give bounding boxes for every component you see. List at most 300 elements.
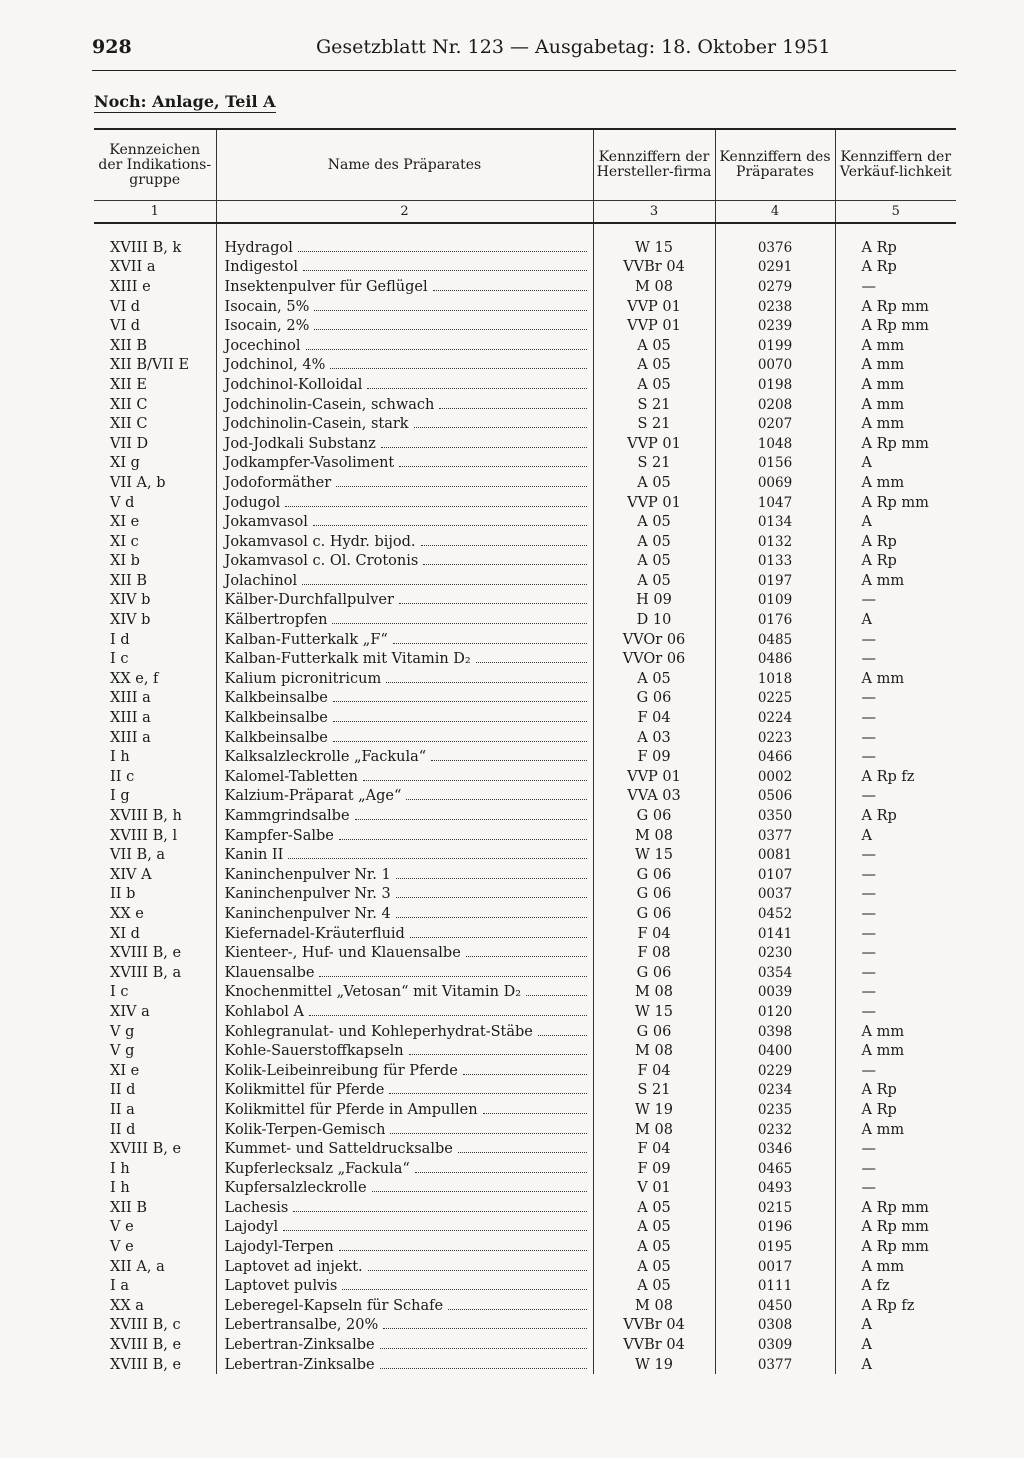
table-row bbox=[94, 983, 956, 1003]
preparation-name-cell bbox=[216, 845, 593, 865]
indication-group-cell: XVIII B, e bbox=[110, 1337, 182, 1354]
indication-group-cell: V d bbox=[110, 494, 135, 511]
table-row bbox=[94, 1041, 956, 1061]
indication-group-cell: I h bbox=[110, 749, 130, 766]
column-number: 2 bbox=[216, 201, 593, 224]
preparation-name-cell bbox=[216, 552, 593, 572]
indication-group-cell: XIV A bbox=[110, 866, 152, 883]
sale-category-cell: A mm bbox=[835, 414, 956, 434]
sale-category-cell: A bbox=[835, 1335, 956, 1355]
table-row bbox=[94, 1198, 956, 1218]
indication-group-cell: XVIII B, e bbox=[110, 1356, 182, 1373]
manufacturer-code-cell: F 04 bbox=[593, 924, 715, 944]
preparation-name-cell bbox=[216, 865, 593, 885]
preparation-name-cell bbox=[216, 434, 593, 454]
preparation-name: Jokamvasol c. Hydr. bijod. bbox=[224, 533, 416, 550]
indication-group-cell: VII A, b bbox=[110, 474, 166, 491]
table-row bbox=[94, 1081, 956, 1101]
preparation-name-cell bbox=[216, 1081, 593, 1101]
manufacturer-code-cell: A 05 bbox=[593, 356, 715, 376]
preparation-name-cell bbox=[216, 649, 593, 669]
indication-group-cell: XII C bbox=[110, 396, 148, 413]
preparation-name: Jodchinol-Kolloidal bbox=[224, 376, 363, 393]
manufacturer-code-cell: A 05 bbox=[593, 1237, 715, 1257]
preparation-name-cell bbox=[216, 238, 593, 258]
preparation-code-cell: 0230 bbox=[715, 943, 835, 963]
preparation-code-cell: 0308 bbox=[715, 1316, 835, 1336]
manufacturer-code-cell: VVOr 06 bbox=[593, 649, 715, 669]
preparation-name-cell bbox=[216, 1002, 593, 1022]
table-row bbox=[94, 904, 956, 924]
preparation-code-cell: 0199 bbox=[715, 336, 835, 356]
sale-category-cell: A mm bbox=[835, 571, 956, 591]
sale-category-cell: — bbox=[835, 277, 956, 297]
preparation-name: Laptovet pulvis bbox=[224, 1278, 338, 1295]
preparation-name-cell bbox=[216, 1139, 593, 1159]
preparation-name: Lebertran-Zinksalbe bbox=[224, 1356, 375, 1373]
preparation-name-cell bbox=[216, 512, 593, 532]
sale-category-cell: A Rp mm bbox=[835, 1218, 956, 1238]
preparation-name: Indigestol bbox=[224, 259, 298, 276]
preparation-name: Kälbertropfen bbox=[224, 612, 328, 629]
dot-leader bbox=[483, 1112, 587, 1114]
table-row bbox=[94, 1100, 956, 1120]
sale-category-cell: — bbox=[835, 865, 956, 885]
manufacturer-code-cell: VVP 01 bbox=[593, 767, 715, 787]
preparation-code-cell: 0132 bbox=[715, 532, 835, 552]
preparation-name: Lebertran-Zinksalbe bbox=[224, 1337, 375, 1354]
sale-category-cell: A Rp bbox=[835, 1081, 956, 1101]
dot-leader bbox=[476, 661, 587, 663]
manufacturer-code-cell: VVP 01 bbox=[593, 297, 715, 317]
manufacturer-code-cell: VVP 01 bbox=[593, 493, 715, 513]
dot-leader bbox=[439, 407, 586, 409]
preparation-code-cell: 0466 bbox=[715, 747, 835, 767]
sale-category-cell: — bbox=[835, 689, 956, 709]
table-row bbox=[94, 1120, 956, 1140]
preparation-name: Kalzium-Präparat „Age“ bbox=[224, 788, 402, 805]
dot-leader bbox=[355, 818, 587, 820]
preparation-name-cell bbox=[216, 885, 593, 905]
dot-leader bbox=[463, 1073, 587, 1075]
indication-group-cell: XI e bbox=[110, 1062, 140, 1079]
manufacturer-code-cell: W 15 bbox=[593, 238, 715, 258]
sale-category-cell: A mm bbox=[835, 356, 956, 376]
preparation-code-cell: 0309 bbox=[715, 1335, 835, 1355]
preparation-name-cell bbox=[216, 1296, 593, 1316]
dot-leader bbox=[409, 1053, 587, 1055]
manufacturer-code-cell: A 05 bbox=[593, 473, 715, 493]
preparation-code-cell: 0197 bbox=[715, 571, 835, 591]
indication-group-cell: XIII a bbox=[110, 690, 151, 707]
manufacturer-code-cell: M 08 bbox=[593, 1041, 715, 1061]
dot-leader bbox=[396, 877, 587, 879]
preparation-name-cell bbox=[216, 1198, 593, 1218]
manufacturer-code-cell: F 08 bbox=[593, 943, 715, 963]
preparation-name-cell bbox=[216, 767, 593, 787]
preparation-name: Jod-Jodkali Substanz bbox=[224, 435, 376, 452]
dot-leader bbox=[306, 348, 587, 350]
preparation-code-cell: 0215 bbox=[715, 1198, 835, 1218]
dot-leader bbox=[333, 700, 587, 702]
indication-group-cell: XVIII B, e bbox=[110, 1141, 182, 1158]
sale-category-cell: — bbox=[835, 630, 956, 650]
dot-leader bbox=[314, 309, 586, 311]
table-row bbox=[94, 277, 956, 297]
dot-leader bbox=[336, 485, 586, 487]
preparation-name: Kohle-Sauerstoffkapseln bbox=[224, 1043, 404, 1060]
indication-group-cell: XII B bbox=[110, 1199, 148, 1216]
table-row bbox=[94, 1139, 956, 1159]
preparation-code-cell: 0377 bbox=[715, 1355, 835, 1375]
preparation-name-cell bbox=[216, 297, 593, 317]
manufacturer-code-cell: A 05 bbox=[593, 571, 715, 591]
preparation-name-cell bbox=[216, 610, 593, 630]
preparation-name-cell bbox=[216, 571, 593, 591]
indication-group-cell: I g bbox=[110, 788, 130, 805]
dot-leader bbox=[390, 1132, 586, 1134]
dot-leader bbox=[383, 1327, 586, 1329]
preparation-name: Leberegel-Kapseln für Schafe bbox=[224, 1297, 444, 1314]
table-row bbox=[94, 571, 956, 591]
table-row bbox=[94, 630, 956, 650]
indication-group-cell: V g bbox=[110, 1023, 135, 1040]
preparation-code-cell: 0208 bbox=[715, 395, 835, 415]
indication-group-cell: V e bbox=[110, 1239, 134, 1256]
preparation-name-cell bbox=[216, 1257, 593, 1277]
dot-leader bbox=[303, 269, 587, 271]
table-row bbox=[94, 336, 956, 356]
table-row bbox=[94, 787, 956, 807]
indication-group-cell: XVIII B, a bbox=[110, 964, 182, 981]
manufacturer-code-cell: A 05 bbox=[593, 669, 715, 689]
sale-category-cell: — bbox=[835, 885, 956, 905]
preparation-name-cell bbox=[216, 395, 593, 415]
preparation-name-cell bbox=[216, 826, 593, 846]
table-row bbox=[94, 493, 956, 513]
preparation-name: Kalban-Futterkalk „F“ bbox=[224, 631, 388, 648]
sale-category-cell: — bbox=[835, 1061, 956, 1081]
manufacturer-code-cell: F 04 bbox=[593, 1139, 715, 1159]
sale-category-cell: A Rp mm bbox=[835, 1237, 956, 1257]
preparation-code-cell: 0346 bbox=[715, 1139, 835, 1159]
indication-group-cell: XX e bbox=[110, 905, 144, 922]
preparation-code-cell: 0037 bbox=[715, 885, 835, 905]
sale-category-cell: — bbox=[835, 747, 956, 767]
preparation-name: Lajodyl bbox=[224, 1219, 279, 1236]
preparation-code-cell: 0398 bbox=[715, 1022, 835, 1042]
indication-group-cell: VII D bbox=[110, 435, 149, 452]
table-row bbox=[94, 356, 956, 376]
dot-leader bbox=[396, 896, 587, 898]
sale-category-cell: — bbox=[835, 1159, 956, 1179]
preparation-name: Jocechinol bbox=[224, 337, 301, 354]
dot-leader bbox=[526, 994, 586, 996]
preparation-code-cell: 0195 bbox=[715, 1237, 835, 1257]
dot-leader bbox=[458, 1151, 587, 1153]
manufacturer-code-cell: A 05 bbox=[593, 375, 715, 395]
manufacturer-code-cell: VVOr 06 bbox=[593, 630, 715, 650]
manufacturer-code-cell: M 08 bbox=[593, 1296, 715, 1316]
manufacturer-code-cell: W 15 bbox=[593, 845, 715, 865]
column-header-preparation-code: Kennziffern des Präparates bbox=[715, 129, 835, 201]
manufacturer-code-cell: S 21 bbox=[593, 1081, 715, 1101]
preparation-name: Kalkbeinsalbe bbox=[224, 729, 328, 746]
indication-group-cell: XVIII B, k bbox=[110, 239, 182, 256]
sale-category-cell: — bbox=[835, 904, 956, 924]
preparation-name: Kolik-Terpen-Gemisch bbox=[224, 1121, 386, 1138]
sale-category-cell: A mm bbox=[835, 1022, 956, 1042]
table-row bbox=[94, 454, 956, 474]
indication-group-cell: XIII e bbox=[110, 278, 151, 295]
column-number: 4 bbox=[715, 201, 835, 224]
preparation-name-cell bbox=[216, 1159, 593, 1179]
dot-leader bbox=[421, 544, 587, 546]
dot-leader bbox=[314, 328, 586, 330]
manufacturer-code-cell: H 09 bbox=[593, 591, 715, 611]
preparation-name: Kiefernadel-Kräuterfluid bbox=[224, 925, 405, 942]
column-header-row bbox=[94, 129, 956, 201]
manufacturer-code-cell: VVBr 04 bbox=[593, 1316, 715, 1336]
preparation-name-cell bbox=[216, 1276, 593, 1296]
preparation-code-cell: 0156 bbox=[715, 454, 835, 474]
manufacturer-code-cell: A 05 bbox=[593, 512, 715, 532]
table-row bbox=[94, 1218, 956, 1238]
preparation-code-cell: 0376 bbox=[715, 238, 835, 258]
preparation-code-cell: 0450 bbox=[715, 1296, 835, 1316]
preparation-name: Jodugol bbox=[224, 494, 281, 511]
sale-category-cell: A mm bbox=[835, 1041, 956, 1061]
table-row bbox=[94, 414, 956, 434]
indication-group-cell: XVII a bbox=[110, 259, 156, 276]
preparation-name: Kupferlecksalz „Fackula“ bbox=[224, 1160, 410, 1177]
dot-leader bbox=[368, 1269, 587, 1271]
preparation-name: Jolachinol bbox=[224, 572, 298, 589]
column-number: 3 bbox=[593, 201, 715, 224]
manufacturer-code-cell: G 06 bbox=[593, 904, 715, 924]
sale-category-cell: — bbox=[835, 845, 956, 865]
preparation-code-cell: 0232 bbox=[715, 1120, 835, 1140]
table-row bbox=[94, 1257, 956, 1277]
preparation-code-cell: 0350 bbox=[715, 806, 835, 826]
column-header-sale-category: Kennziffern der Verkäuf-lichkeit bbox=[835, 129, 956, 201]
preparation-name-cell bbox=[216, 414, 593, 434]
preparation-code-cell: 0465 bbox=[715, 1159, 835, 1179]
indication-group-cell: XVIII B, c bbox=[110, 1317, 181, 1334]
table-row bbox=[94, 767, 956, 787]
preparation-name: Jodchinol, 4% bbox=[224, 357, 326, 374]
preparation-name-cell bbox=[216, 1120, 593, 1140]
indication-group-cell: I h bbox=[110, 1180, 130, 1197]
preparation-name: Hydragol bbox=[224, 239, 293, 256]
indication-group-cell: I c bbox=[110, 651, 129, 668]
indication-group-cell: XIV a bbox=[110, 1003, 150, 1020]
preparation-name: Kalban-Futterkalk mit Vitamin D₂ bbox=[224, 651, 471, 668]
manufacturer-code-cell: W 19 bbox=[593, 1355, 715, 1375]
table-row bbox=[94, 610, 956, 630]
preparations-table bbox=[94, 128, 956, 1374]
sale-category-cell: A mm bbox=[835, 1120, 956, 1140]
dot-leader bbox=[399, 465, 586, 467]
indication-group-cell: V g bbox=[110, 1043, 135, 1060]
preparation-code-cell: 0207 bbox=[715, 414, 835, 434]
indication-group-cell: XII B bbox=[110, 572, 148, 589]
table-row bbox=[94, 806, 956, 826]
dot-leader bbox=[389, 1092, 586, 1094]
dot-leader bbox=[396, 916, 587, 918]
preparation-code-cell: 0229 bbox=[715, 1061, 835, 1081]
preparation-name-cell bbox=[216, 1061, 593, 1081]
sale-category-cell: A mm bbox=[835, 375, 956, 395]
sale-category-cell: A fz bbox=[835, 1276, 956, 1296]
indication-group-cell: XIV b bbox=[110, 612, 151, 629]
preparation-code-cell: 0198 bbox=[715, 375, 835, 395]
sale-category-cell: A Rp mm bbox=[835, 1198, 956, 1218]
preparation-name-cell bbox=[216, 1041, 593, 1061]
dot-leader bbox=[298, 250, 587, 252]
gazette-title: Gesetzblatt Nr. 123 — Ausgabetag: 18. Oktober 1951 bbox=[316, 36, 831, 58]
sale-category-cell: A Rp bbox=[835, 806, 956, 826]
preparation-name-cell bbox=[216, 806, 593, 826]
sale-category-cell: A mm bbox=[835, 473, 956, 493]
preparation-code-cell: 0039 bbox=[715, 983, 835, 1003]
sale-category-cell: — bbox=[835, 924, 956, 944]
preparation-name-cell bbox=[216, 1316, 593, 1336]
manufacturer-code-cell: W 15 bbox=[593, 1002, 715, 1022]
preparation-name: Kohlabol A bbox=[224, 1003, 305, 1020]
preparation-code-cell: 0223 bbox=[715, 728, 835, 748]
preparation-code-cell: 1047 bbox=[715, 493, 835, 513]
sale-category-cell: — bbox=[835, 728, 956, 748]
preparation-code-cell: 0017 bbox=[715, 1257, 835, 1277]
preparation-name-cell bbox=[216, 708, 593, 728]
preparation-code-cell: 0069 bbox=[715, 473, 835, 493]
preparation-name-cell bbox=[216, 1237, 593, 1257]
preparation-name-cell bbox=[216, 1218, 593, 1238]
indication-group-cell: V e bbox=[110, 1219, 134, 1236]
indication-group-cell: II a bbox=[110, 1101, 135, 1118]
preparation-name-cell bbox=[216, 258, 593, 278]
preparation-name: Lachesis bbox=[224, 1199, 289, 1216]
manufacturer-code-cell: VVP 01 bbox=[593, 434, 715, 454]
sale-category-cell: A bbox=[835, 826, 956, 846]
indication-group-cell: XI e bbox=[110, 514, 140, 531]
preparation-name-cell bbox=[216, 493, 593, 513]
preparation-name-cell bbox=[216, 532, 593, 552]
indication-group-cell: XVIII B, l bbox=[110, 827, 178, 844]
indication-group-cell: XVIII B, e bbox=[110, 945, 182, 962]
sale-category-cell: A bbox=[835, 512, 956, 532]
dot-leader bbox=[393, 642, 587, 644]
column-number-row bbox=[94, 201, 956, 224]
preparation-code-cell: 0291 bbox=[715, 258, 835, 278]
table-row bbox=[94, 1355, 956, 1375]
manufacturer-code-cell: M 08 bbox=[593, 983, 715, 1003]
preparation-name: Kolikmittel für Pferde in Ampullen bbox=[224, 1101, 478, 1118]
table-row bbox=[94, 395, 956, 415]
dot-leader bbox=[288, 857, 586, 859]
preparation-name-cell bbox=[216, 1355, 593, 1375]
indication-group-cell: I d bbox=[110, 631, 130, 648]
indication-group-cell: VII B, a bbox=[110, 847, 166, 864]
dot-leader bbox=[339, 1249, 587, 1251]
sale-category-cell: A Rp bbox=[835, 258, 956, 278]
manufacturer-code-cell: F 09 bbox=[593, 747, 715, 767]
dot-leader bbox=[319, 975, 586, 977]
preparation-name: Kälber-Durchfallpulver bbox=[224, 592, 394, 609]
dot-leader bbox=[423, 563, 586, 565]
manufacturer-code-cell: G 06 bbox=[593, 806, 715, 826]
manufacturer-code-cell: VVA 03 bbox=[593, 787, 715, 807]
manufacturer-code-cell: A 05 bbox=[593, 336, 715, 356]
dot-leader bbox=[466, 955, 587, 957]
manufacturer-code-cell: G 06 bbox=[593, 865, 715, 885]
preparation-name: Kalomel-Tabletten bbox=[224, 768, 358, 785]
preparation-name-cell bbox=[216, 1022, 593, 1042]
preparation-name-cell bbox=[216, 356, 593, 376]
preparation-name: Kalkbeinsalbe bbox=[224, 710, 328, 727]
dot-leader bbox=[309, 1014, 586, 1016]
manufacturer-code-cell: A 05 bbox=[593, 532, 715, 552]
manufacturer-code-cell: W 19 bbox=[593, 1100, 715, 1120]
preparation-name-cell bbox=[216, 277, 593, 297]
table-body bbox=[94, 223, 956, 1374]
manufacturer-code-cell: F 04 bbox=[593, 1061, 715, 1081]
preparation-code-cell: 0234 bbox=[715, 1081, 835, 1101]
dot-leader bbox=[330, 367, 586, 369]
sale-category-cell: A Rp mm bbox=[835, 316, 956, 336]
table-row bbox=[94, 473, 956, 493]
preparation-name-cell bbox=[216, 669, 593, 689]
dot-leader bbox=[406, 798, 586, 800]
column-header-preparation-name: Name des Präparates bbox=[216, 129, 593, 201]
preparation-name: Kolikmittel für Pferde bbox=[224, 1082, 385, 1099]
preparation-name-cell bbox=[216, 336, 593, 356]
dot-leader bbox=[285, 505, 586, 507]
indication-group-cell: II b bbox=[110, 886, 136, 903]
dot-leader bbox=[386, 681, 586, 683]
manufacturer-code-cell: S 21 bbox=[593, 454, 715, 474]
sale-category-cell: A bbox=[835, 610, 956, 630]
table-row bbox=[94, 885, 956, 905]
preparation-code-cell: 0111 bbox=[715, 1276, 835, 1296]
manufacturer-code-cell: G 06 bbox=[593, 689, 715, 709]
manufacturer-code-cell: D 10 bbox=[593, 610, 715, 630]
indication-group-cell: XIV b bbox=[110, 592, 151, 609]
preparation-code-cell: 0107 bbox=[715, 865, 835, 885]
preparation-code-cell: 0141 bbox=[715, 924, 835, 944]
preparation-name: Isocain, 5% bbox=[224, 298, 310, 315]
preparation-code-cell: 0506 bbox=[715, 787, 835, 807]
preparation-name: Insektenpulver für Geflügel bbox=[224, 278, 428, 295]
sale-category-cell: — bbox=[835, 963, 956, 983]
preparation-code-cell: 0134 bbox=[715, 512, 835, 532]
preparation-code-cell: 0493 bbox=[715, 1179, 835, 1199]
preparation-code-cell: 0354 bbox=[715, 963, 835, 983]
preparation-name-cell bbox=[216, 1335, 593, 1355]
table-row bbox=[94, 532, 956, 552]
preparation-name: Kaninchenpulver Nr. 4 bbox=[224, 905, 391, 922]
sale-category-cell: A Rp mm bbox=[835, 297, 956, 317]
manufacturer-code-cell: A 05 bbox=[593, 1276, 715, 1296]
preparation-code-cell: 0452 bbox=[715, 904, 835, 924]
manufacturer-code-cell: VVBr 04 bbox=[593, 258, 715, 278]
manufacturer-code-cell: S 21 bbox=[593, 414, 715, 434]
table-row bbox=[94, 1316, 956, 1336]
table-row bbox=[94, 845, 956, 865]
preparation-name-cell bbox=[216, 943, 593, 963]
preparation-name: Kolik-Leibeinreibung für Pferde bbox=[224, 1062, 458, 1079]
